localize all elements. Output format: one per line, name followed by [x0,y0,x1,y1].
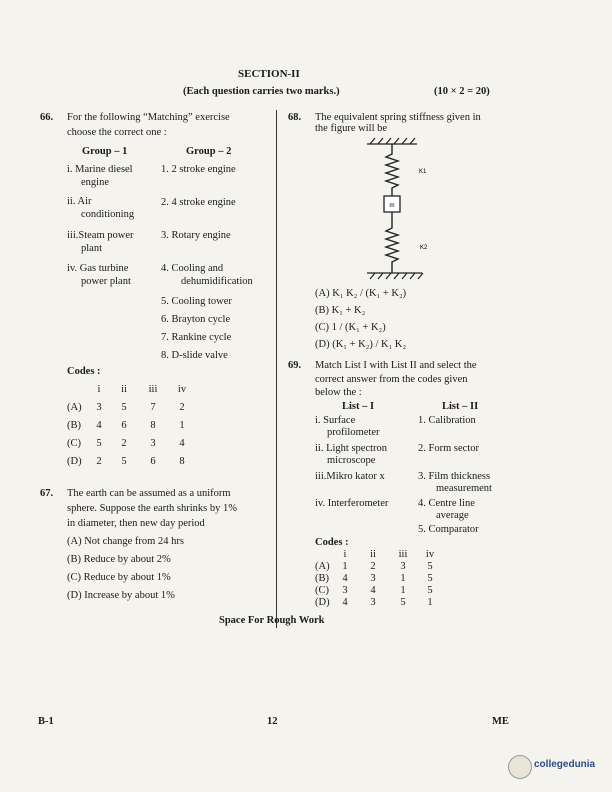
list2-item: 3. Film thickness measurement [418,471,492,494]
code-option: (B) [67,420,81,431]
code-value: 6 [150,456,156,467]
group1-item: ii. Air conditioning [67,196,135,220]
question-text: the figure will be [315,123,388,134]
option-a: (A) K₁ K₂ / (K₁ + K₂) [315,288,407,299]
code-value: 3 [342,585,348,596]
code-value: 2 [121,438,127,449]
group2-item: 7. Rankine cycle [161,332,232,343]
page-number: 12 [267,716,278,727]
list2-item: 1. Calibration [418,415,476,426]
question-number: 69. [288,360,302,371]
code-value: 2 [96,456,102,467]
code-value: 4 [342,573,348,584]
question-text: choose the correct one : [67,127,167,138]
code-option: (D) [315,597,330,608]
code-header: ii [370,549,376,560]
code-value: 4 [370,585,376,596]
question-number: 68. [288,112,302,123]
codes-label: Codes : [67,366,101,377]
list1-heading: List – I [342,401,375,412]
spring-k1 [386,144,398,196]
code-value: 3 [150,438,156,449]
code-value: 3 [400,561,406,572]
group1-item: iii.Steam power plant [67,230,134,254]
group2-item: 4. Cooling and dehumidification [161,263,253,287]
question-text: in diameter, then new day period [67,518,205,529]
list2-heading: List – II [442,401,479,412]
code-option: (A) [315,561,330,572]
list1-item: iii.Mikro kator x [315,471,385,482]
list2-item: 2. Form sector [418,443,479,454]
code-header: ii [121,384,127,395]
code-value: 5 [427,573,433,584]
bottom-support [367,273,423,279]
code-value: 3 [96,402,102,413]
code-option: (A) [67,402,82,413]
subject-code: ME [492,716,509,727]
column-divider [276,110,277,628]
group1-heading: Group – 1 [82,146,128,157]
group2-item: 8. D-slide valve [161,350,228,361]
code-value: 6 [121,420,127,431]
code-value: 2 [179,402,185,413]
spring-k2 [386,212,398,273]
group2-item: 6. Brayton cycle [161,314,231,325]
code-value: 5 [427,585,433,596]
brand-logo-icon [508,755,532,779]
question-text: Match List I with List II and select the [315,360,477,371]
group2-item: 3. Rotary engine [161,230,231,241]
code-value: 1 [427,597,433,608]
group1-item: iv. Gas turbine power plant [67,263,131,287]
code-value: 4 [96,420,102,431]
list1-item: iv. Interferometer [315,498,389,509]
code-option: (D) [67,456,82,467]
list1-item: ii. Light spectron microscope [315,443,388,466]
option-c: (C) 1 / (K₁ + K₂) [315,322,386,333]
option-a: (A) Not change from 24 hrs [67,536,184,547]
k1-label: K1 [419,169,427,175]
group2-heading: Group – 2 [186,146,232,157]
rough-work-label: Space For Rough Work [219,615,325,626]
code-value: 8 [150,420,156,431]
list1-item: i. Surface profilometer [315,415,380,438]
option-b: (B) K₁ + K₂ [315,305,366,316]
code-value: 2 [370,561,376,572]
group2-item: 2. 4 stroke engine [161,197,236,208]
mass-label: m [389,203,395,209]
question-number: 67. [40,488,54,499]
question-text: below the : [315,387,362,398]
top-support [367,138,417,144]
code-value: 5 [121,402,127,413]
section-marks: (10 × 2 = 20) [434,86,490,97]
k2-label: K2 [420,245,428,251]
code-value: 3 [370,573,376,584]
question-text: For the following “Matching” exercise [67,112,230,123]
code-value: 5 [400,597,406,608]
option-d: (D) Increase by about 1% [67,590,175,601]
group2-item: 1. 2 stroke engine [161,164,236,175]
code-value: 8 [179,456,185,467]
code-header: i [97,384,101,395]
code-value: 1 [400,585,406,596]
question-text: The equivalent spring stiffness given in [315,112,481,123]
code-value: 4 [179,438,185,449]
list2-item: 5. Comparator [418,524,479,535]
code-value: 4 [342,597,348,608]
code-value: 1 [342,561,348,572]
spring-mass-figure [362,136,442,288]
code-value: 5 [121,456,127,467]
code-header: iii [398,549,408,560]
option-d: (D) (K₁ + K₂) / K₁ K₂ [315,339,407,350]
code-header: iv [425,549,435,560]
code-option: (C) [315,585,329,596]
code-value: 7 [150,402,156,413]
code-value: 3 [370,597,376,608]
question-text: sphere. Suppose the earth shrinks by 1% [67,503,238,514]
group1-item: i. Marine diesel engine [67,164,133,188]
code-value: 5 [427,561,433,572]
list2-item: 4. Centre line average [418,498,475,521]
question-text: The earth can be assumed as a uniform [67,488,231,499]
code-option: (C) [67,438,81,449]
booklet-code: B-1 [38,716,54,727]
code-value: 1 [400,573,406,584]
section-instructions: (Each question carries two marks.) [183,86,340,97]
code-option: (B) [315,573,329,584]
group2-item: 5. Cooling tower [161,296,232,307]
question-text: correct answer from the codes given [315,374,468,385]
option-c: (C) Reduce by about 1% [67,572,171,583]
brand-name: collegedunia [534,759,596,770]
question-number: 66. [40,112,54,123]
section-title: SECTION-II [238,68,300,80]
code-value: 5 [96,438,102,449]
code-header: iv [177,384,187,395]
code-value: 1 [179,420,185,431]
option-b: (B) Reduce by about 2% [67,554,171,565]
code-header: i [343,549,347,560]
code-header: iii [148,384,158,395]
codes-label: Codes : [315,537,349,548]
